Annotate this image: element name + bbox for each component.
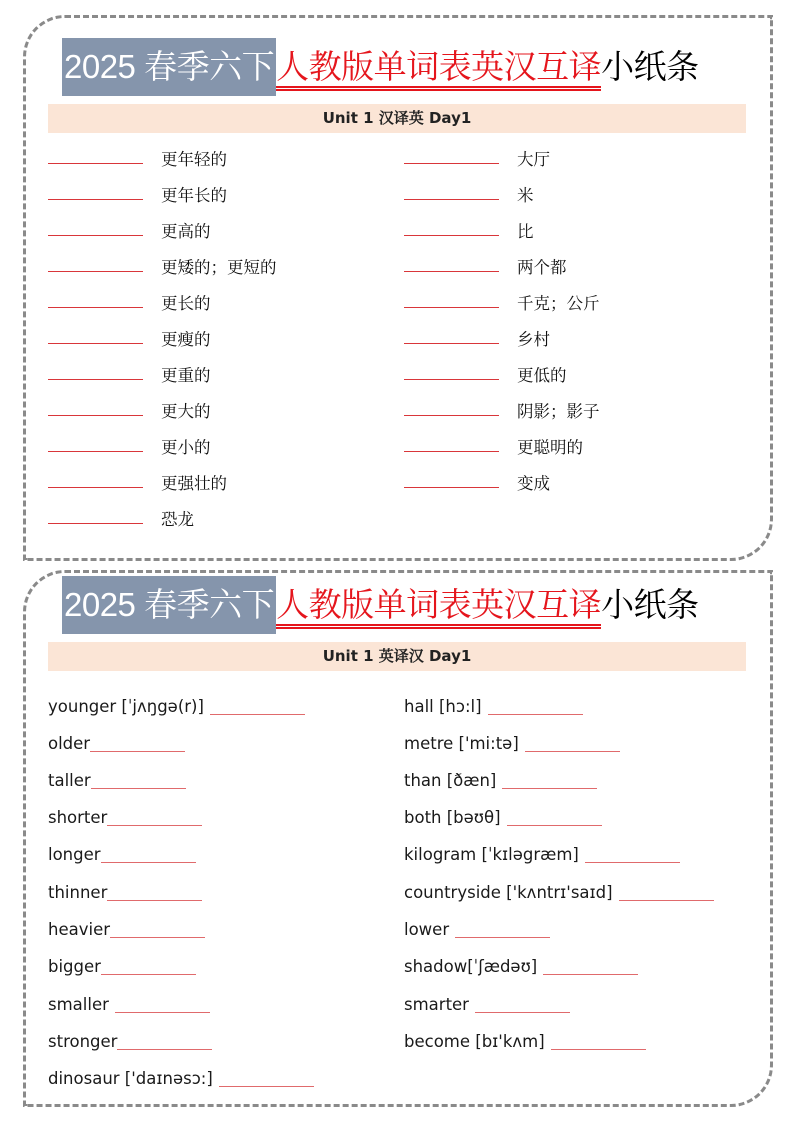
answer-blank[interactable] [551, 1049, 646, 1050]
answer-blank[interactable] [404, 235, 499, 236]
list-item [48, 755, 186, 792]
answer-blank[interactable] [48, 415, 143, 416]
answer-blank[interactable] [48, 451, 143, 452]
answer-blank[interactable] [502, 788, 597, 789]
list-item [404, 755, 597, 792]
answer-blank[interactable] [488, 714, 583, 715]
list-item [48, 904, 205, 941]
chinese-word: 更年长的 [161, 186, 227, 205]
chinese-word: 恐龙 [161, 510, 194, 529]
english-word: longer [48, 845, 101, 864]
worksheet-card-zh-to-en [23, 15, 773, 561]
chinese-word: 比 [517, 222, 534, 241]
section-header: Unit 1 英译汉 Day1 [48, 642, 746, 671]
english-word: shorter [48, 808, 108, 827]
chinese-word: 更矮的；更短的 [161, 258, 277, 277]
english-word: lower [404, 920, 450, 939]
chinese-word: 更年轻的 [161, 150, 227, 169]
list-item [404, 941, 638, 978]
chinese-word: 更小的 [161, 438, 211, 457]
answer-blank[interactable] [404, 415, 499, 416]
chinese-word: 乡村 [517, 330, 550, 349]
english-word: metre ['mi:tə] [404, 734, 519, 753]
answer-blank[interactable] [404, 163, 499, 164]
english-word: younger [ˈjʌŋgə(r)] [48, 697, 204, 716]
english-word: heavier [48, 920, 111, 939]
title-edition: 人教版单词表英汉互译 [276, 576, 601, 634]
answer-blank[interactable] [48, 343, 143, 344]
english-word: bigger [48, 957, 101, 976]
list-item [48, 829, 196, 866]
answer-blank[interactable] [101, 974, 196, 975]
answer-blank[interactable] [48, 487, 143, 488]
chinese-word: 更高的 [161, 222, 211, 241]
english-word: taller [48, 771, 91, 790]
answer-blank[interactable] [107, 825, 202, 826]
english-word: shadow[ˈʃædəʊ] [404, 957, 538, 976]
english-word: kilogram [ˈkɪləgræm] [404, 845, 579, 864]
section-header: Unit 1 汉译英 Day1 [48, 104, 746, 133]
list-item [48, 718, 185, 755]
answer-blank[interactable] [543, 974, 638, 975]
answer-blank[interactable] [48, 163, 143, 164]
answer-blank[interactable] [455, 937, 550, 938]
list-item [48, 941, 196, 978]
list-item [48, 867, 202, 904]
chinese-word: 千克；公斤 [517, 294, 600, 313]
answer-blank[interactable] [404, 487, 499, 488]
list-item [48, 792, 202, 829]
english-word: smaller [48, 995, 109, 1014]
chinese-word: 米 [517, 186, 534, 205]
answer-blank[interactable] [107, 900, 202, 901]
list-item [404, 681, 583, 718]
english-word: than [ðæn] [404, 771, 497, 790]
title-suffix: 小纸条 [601, 586, 699, 623]
answer-blank[interactable] [219, 1086, 314, 1087]
answer-blank[interactable] [475, 1012, 570, 1013]
english-word: stronger [48, 1032, 118, 1051]
chinese-word: 更瘦的 [161, 330, 211, 349]
list-item [404, 904, 550, 941]
answer-blank[interactable] [48, 307, 143, 308]
answer-blank[interactable] [115, 1012, 210, 1013]
answer-blank[interactable] [110, 937, 205, 938]
title-edition: 人教版单词表英汉互译 [276, 38, 601, 96]
chinese-word: 大厅 [517, 150, 550, 169]
answer-blank[interactable] [404, 379, 499, 380]
page-title [62, 38, 699, 96]
english-word: both [bəʊθ] [404, 808, 501, 827]
answer-blank[interactable] [507, 825, 602, 826]
list-item [48, 1016, 212, 1053]
answer-blank[interactable] [48, 199, 143, 200]
title-year-term: 2025 春季六下 [62, 576, 276, 634]
english-word: thinner [48, 883, 108, 902]
answer-blank[interactable] [101, 862, 196, 863]
answer-blank[interactable] [404, 307, 499, 308]
answer-blank[interactable] [48, 271, 143, 272]
list-item [48, 979, 210, 1016]
english-word: become [bɪ'kʌm] [404, 1032, 545, 1051]
answer-blank[interactable] [91, 788, 186, 789]
english-word: dinosaur ['daɪnəsɔ:] [48, 1069, 213, 1088]
list-item [404, 792, 602, 829]
answer-blank[interactable] [48, 379, 143, 380]
chinese-word: 更重的 [161, 366, 211, 385]
answer-blank[interactable] [48, 523, 143, 524]
answer-blank[interactable] [48, 235, 143, 236]
list-item [404, 867, 714, 904]
list-item [404, 718, 620, 755]
answer-blank[interactable] [404, 343, 499, 344]
answer-blank[interactable] [585, 862, 680, 863]
answer-blank[interactable] [404, 271, 499, 272]
title-suffix: 小纸条 [601, 48, 699, 85]
chinese-word: 更聪明的 [517, 438, 583, 457]
list-item [48, 1053, 314, 1090]
chinese-word: 更大的 [161, 402, 211, 421]
answer-blank[interactable] [210, 714, 305, 715]
english-word: older [48, 734, 91, 753]
answer-blank[interactable] [117, 1049, 212, 1050]
answer-blank[interactable] [90, 751, 185, 752]
worksheet-card-en-to-zh [23, 570, 773, 1107]
english-word: countryside ['kʌntrɪ'saɪd] [404, 883, 613, 902]
list-item [404, 829, 680, 866]
chinese-word: 更低的 [517, 366, 567, 385]
chinese-word: 变成 [517, 474, 550, 493]
chinese-word: 更长的 [161, 294, 211, 313]
chinese-word: 阴影；影子 [517, 402, 600, 421]
chinese-word: 两个都 [517, 258, 567, 277]
list-item [404, 1016, 646, 1053]
list-item [48, 681, 305, 718]
page-title [62, 576, 699, 634]
answer-blank[interactable] [619, 900, 714, 901]
list-item [404, 979, 570, 1016]
title-year-term: 2025 春季六下 [62, 38, 276, 96]
english-word: hall [hɔ:l] [404, 697, 482, 716]
answer-blank[interactable] [404, 451, 499, 452]
answer-blank[interactable] [404, 199, 499, 200]
chinese-word: 更强壮的 [161, 474, 227, 493]
answer-blank[interactable] [525, 751, 620, 752]
english-word: smarter [404, 995, 469, 1014]
